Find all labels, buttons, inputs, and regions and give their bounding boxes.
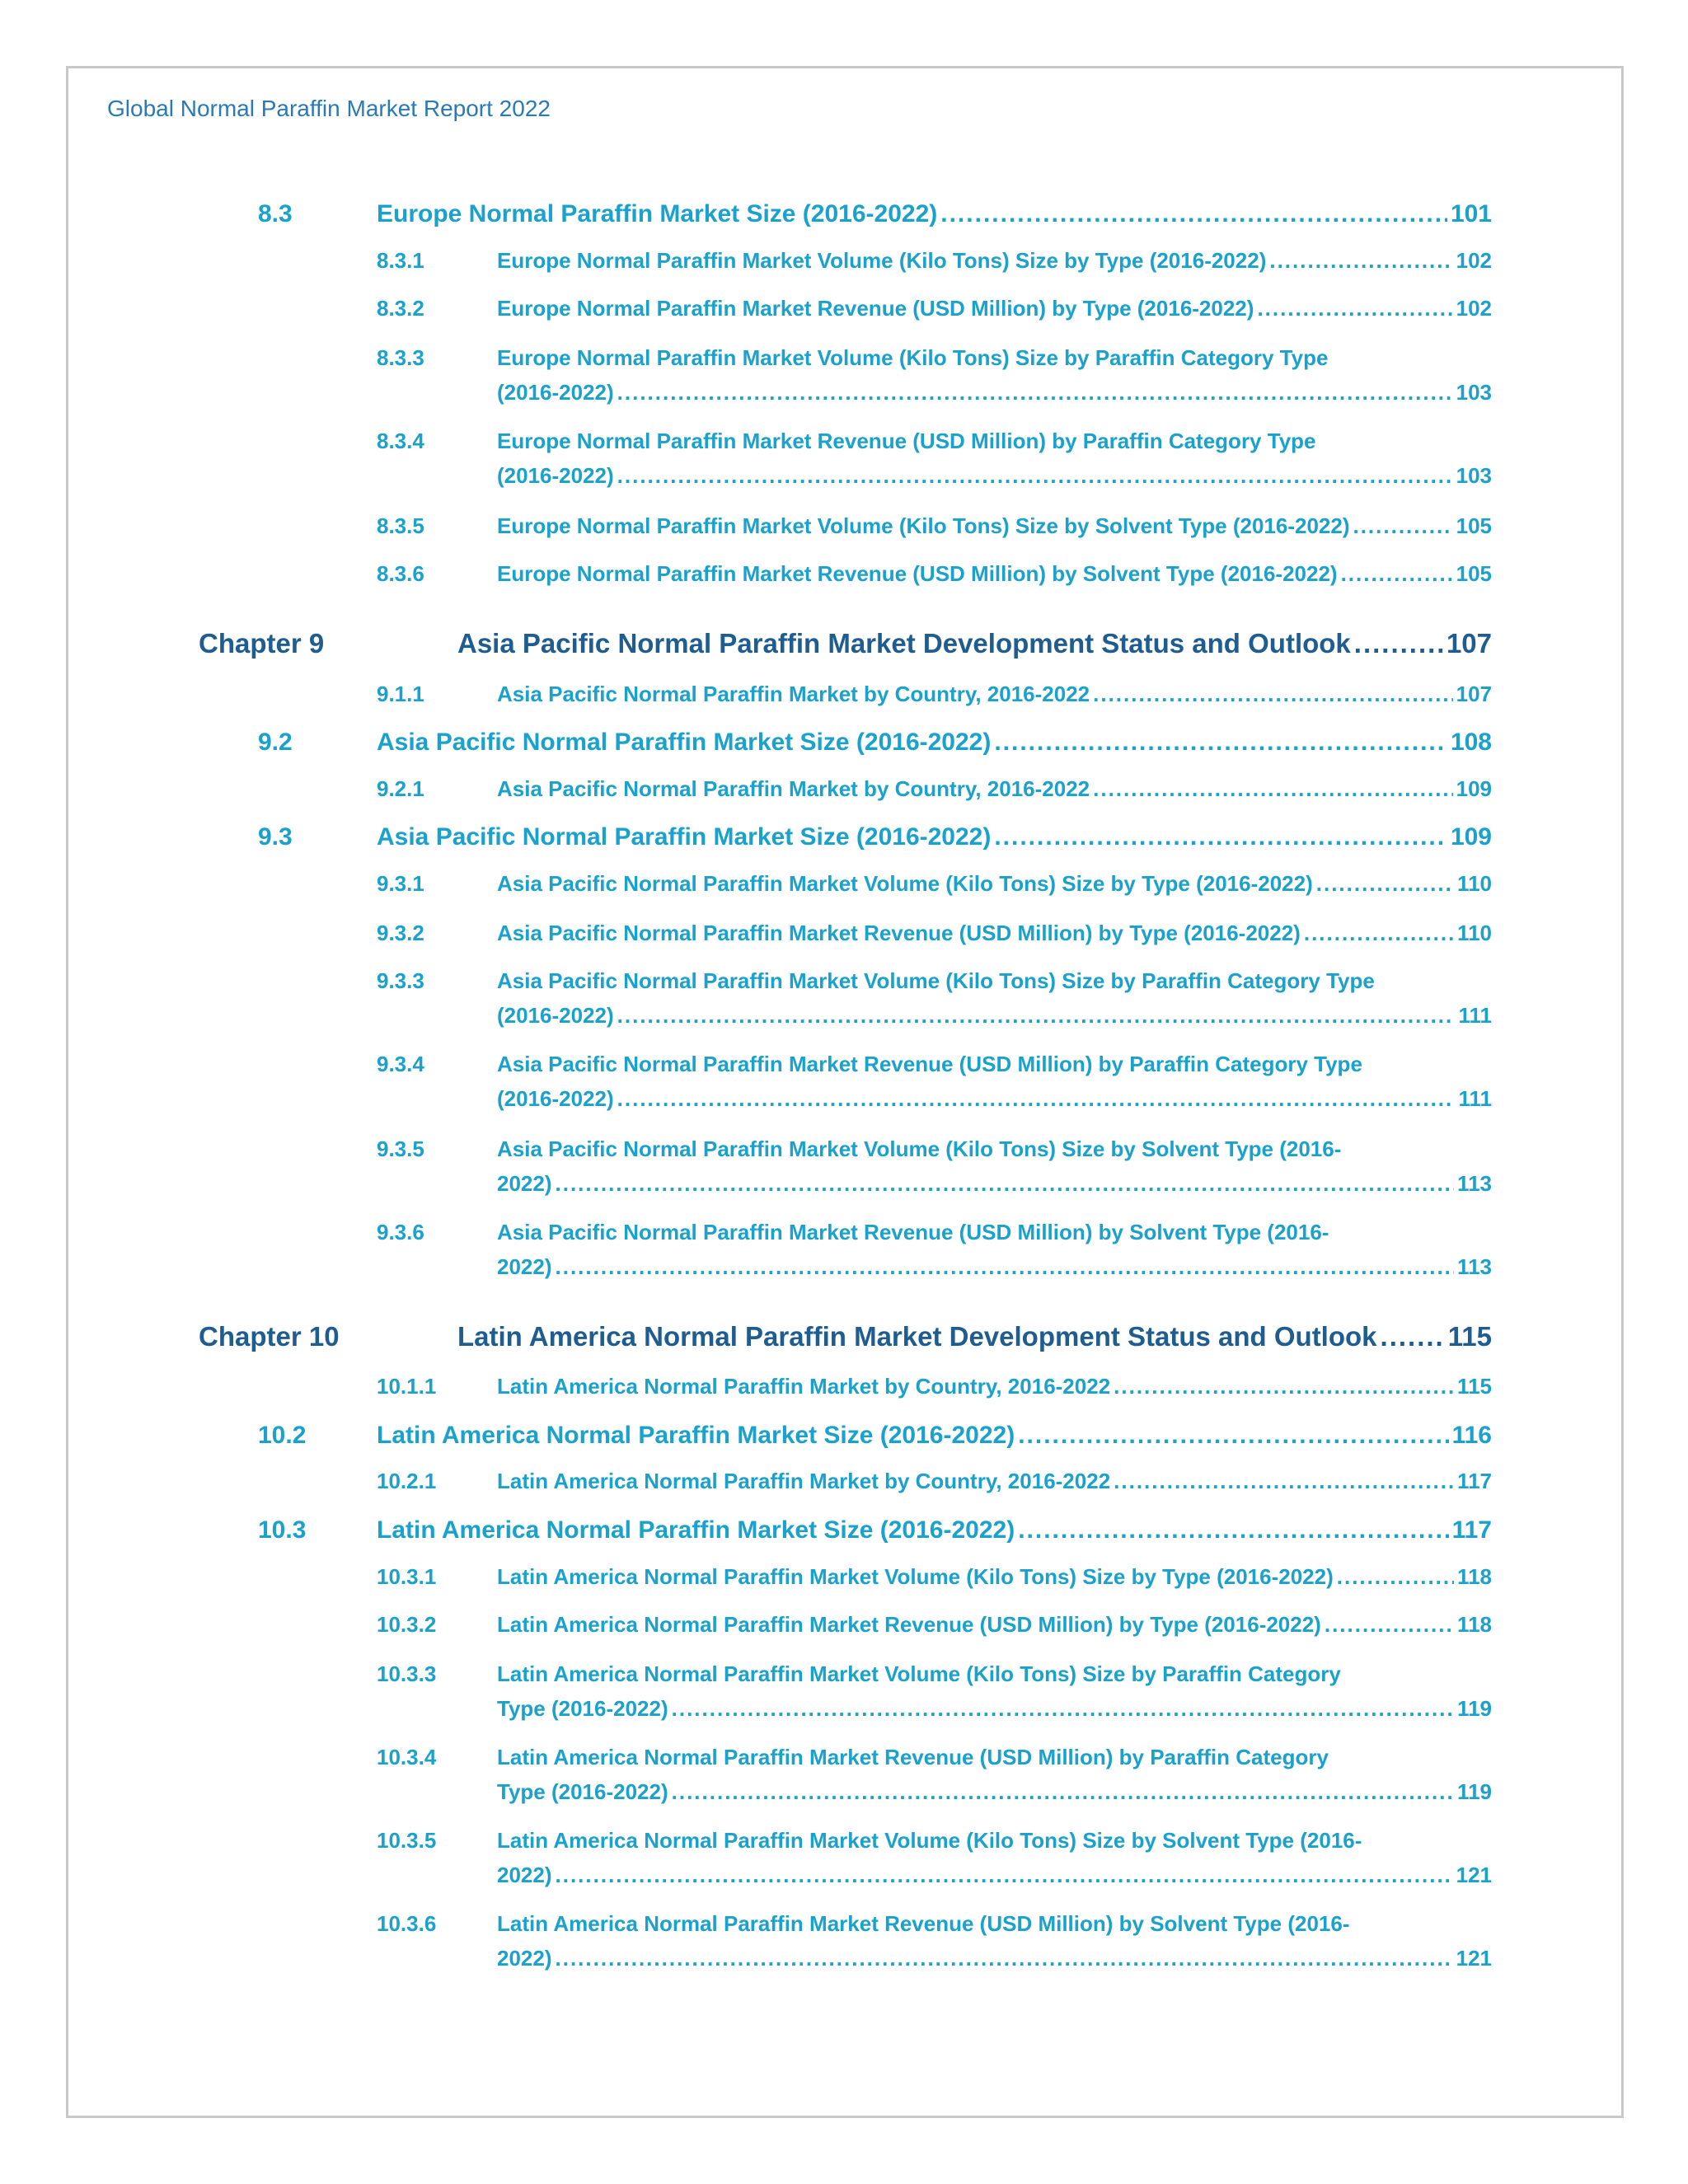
toc-title: Europe Normal Paraffin Market Size (2016-2022) [377, 200, 938, 227]
toc-title: Latin America Normal Paraffin Market Volume (Kilo Tons) Size by Type (2016-2022) [497, 1564, 1334, 1589]
toc-title-line1[interactable]: Asia Pacific Normal Paraffin Market Revenue (USD Million) by Paraffin Category Type [497, 1052, 1362, 1076]
toc-page-number: 121 [1456, 1946, 1492, 1971]
toc-page-number: 117 [1457, 1469, 1492, 1493]
toc-title-line1[interactable]: Europe Normal Paraffin Market Revenue (USD Million) by Paraffin Category Type [497, 429, 1316, 453]
toc-title-line2: 2022) [497, 1171, 552, 1196]
toc-title: Latin America Normal Paraffin Market Revenue (USD Million) by Type (2016-2022) [497, 1612, 1321, 1637]
toc-title: Asia Pacific Normal Paraffin Market by Country, 2016-2022 [497, 682, 1090, 706]
toc-page-number: 102 [1456, 296, 1492, 321]
toc-entry-link[interactable] [497, 1003, 1492, 1029]
toc-entry-link[interactable] [497, 463, 1492, 489]
toc-page-number: 105 [1456, 513, 1492, 538]
toc-entry-link[interactable] [497, 1086, 1492, 1112]
toc-number: 9.2.1 [377, 776, 424, 801]
dot-leader [1257, 296, 1452, 321]
toc-entry-link[interactable] [497, 380, 1492, 405]
toc-number: 8.3 [258, 200, 293, 227]
toc-title: Europe Normal Paraffin Market Volume (Kilo Tons) Size by Type (2016-2022) [497, 248, 1267, 273]
toc-entry-link[interactable] [377, 729, 1492, 757]
toc-title-line2: (2016-2022) [497, 380, 614, 405]
toc-page-number: 101 [1450, 200, 1492, 227]
toc-page-number: 102 [1456, 248, 1492, 273]
toc-page-number: 113 [1457, 1171, 1492, 1196]
dot-leader [556, 1171, 1455, 1197]
toc-title: Latin America Normal Paraffin Market Size (2016-2022) [377, 1422, 1015, 1449]
toc-page-number: 119 [1457, 1779, 1492, 1804]
toc-number: 10.3.2 [377, 1612, 437, 1637]
toc-number: 8.3.1 [377, 248, 424, 273]
toc-entry-link[interactable] [497, 682, 1492, 707]
toc-entry-link[interactable] [377, 1422, 1492, 1450]
toc-number: 10.3 [258, 1516, 307, 1544]
dot-leader [617, 380, 1453, 405]
toc-entry-link[interactable] [497, 1469, 1492, 1494]
toc-page-number: 113 [1457, 1254, 1492, 1279]
toc-number: 9.3.1 [377, 871, 424, 896]
toc-page-number: 108 [1450, 729, 1492, 756]
toc-page-number: 118 [1457, 1564, 1492, 1589]
toc-title-line1[interactable]: Asia Pacific Normal Paraffin Market Revenue (USD Million) by Solvent Type (2016- [497, 1220, 1329, 1244]
toc-entry-link[interactable] [497, 1612, 1492, 1638]
toc-entry-link[interactable] [497, 1564, 1492, 1590]
toc-title-line1[interactable]: Asia Pacific Normal Paraffin Market Volume (Kilo Tons) Size by Paraffin Category Type [497, 968, 1375, 993]
chapter-number: Chapter 9 [199, 628, 325, 658]
toc-entry-link[interactable] [497, 921, 1492, 946]
toc-entry-link[interactable] [497, 248, 1492, 274]
toc-entry-link[interactable] [497, 513, 1492, 539]
toc-title-line1[interactable]: Latin America Normal Paraffin Market Volume (Kilo Tons) Size by Solvent Type (2016- [497, 1828, 1362, 1853]
toc-title-line1[interactable]: Europe Normal Paraffin Market Volume (Kilo Tons) Size by Paraffin Category Type [497, 345, 1329, 370]
dot-leader [1093, 776, 1452, 802]
toc-entry-link[interactable] [497, 871, 1492, 897]
toc-title: Asia Pacific Normal Paraffin Market by Country, 2016-2022 [497, 776, 1090, 801]
toc-chapter-link[interactable] [457, 1321, 1492, 1352]
toc-title-line2: (2016-2022) [497, 1003, 614, 1028]
toc-entry-link[interactable] [497, 1171, 1492, 1197]
toc-number: 10.3.1 [377, 1564, 437, 1589]
toc-chapter-title: Asia Pacific Normal Paraffin Market Development Status and Outlook [457, 628, 1351, 658]
toc-number: 10.1.1 [377, 1374, 437, 1399]
toc-page-number: 107 [1456, 682, 1492, 706]
running-header: Global Normal Paraffin Market Report 2022 [107, 96, 551, 121]
toc-title-line2: Type (2016-2022) [497, 1696, 668, 1721]
toc-page-number: 115 [1447, 1321, 1492, 1352]
dot-leader [1337, 1564, 1454, 1590]
toc-entry-link[interactable] [377, 823, 1492, 851]
toc-page-number: 118 [1457, 1612, 1492, 1637]
dot-leader [672, 1696, 1454, 1722]
toc-title: Asia Pacific Normal Paraffin Market Size (2016-2022) [377, 729, 992, 756]
toc-title: Asia Pacific Normal Paraffin Market Volume (Kilo Tons) Size by Type (2016-2022) [497, 871, 1313, 896]
toc-number: 8.3.5 [377, 513, 424, 538]
dot-leader [1114, 1374, 1454, 1399]
toc-entry-link[interactable] [497, 1946, 1492, 1971]
toc-entry-link[interactable] [497, 1374, 1492, 1399]
toc-page-number: 110 [1457, 871, 1492, 896]
toc-title-line1[interactable]: Latin America Normal Paraffin Market Volume (Kilo Tons) Size by Paraffin Category [497, 1661, 1341, 1686]
toc-page-number: 116 [1451, 1422, 1492, 1449]
toc-entry-link[interactable] [497, 1863, 1492, 1888]
toc-title: Europe Normal Paraffin Market Volume (Kilo Tons) Size by Solvent Type (2016-2022) [497, 513, 1350, 538]
toc-entry-link[interactable] [377, 200, 1492, 228]
toc-title-line2: (2016-2022) [497, 463, 614, 488]
toc-number: 10.3.5 [377, 1828, 437, 1853]
toc-number: 10.3.3 [377, 1661, 437, 1686]
toc-chapter-link[interactable] [457, 628, 1492, 659]
toc-number: 8.3.3 [377, 345, 424, 370]
toc-title-line1[interactable]: Asia Pacific Normal Paraffin Market Volume (Kilo Tons) Size by Solvent Type (2016- [497, 1137, 1342, 1161]
dot-leader [1269, 248, 1452, 274]
toc-title-line2: Type (2016-2022) [497, 1779, 668, 1804]
toc-entry-link[interactable] [497, 1696, 1492, 1722]
toc-entry-link[interactable] [497, 1779, 1492, 1805]
dot-leader [1316, 871, 1454, 897]
toc-title: Latin America Normal Paraffin Market by Country, 2016-2022 [497, 1374, 1111, 1399]
dot-leader [994, 729, 1447, 757]
toc-number: 8.3.2 [377, 296, 424, 321]
toc-title: Europe Normal Paraffin Market Revenue (USD Million) by Solvent Type (2016-2022) [497, 561, 1338, 586]
dot-leader [1353, 513, 1452, 539]
toc-title: Asia Pacific Normal Paraffin Market Revenue (USD Million) by Type (2016-2022) [497, 921, 1301, 945]
toc-page-number: 121 [1456, 1863, 1492, 1887]
toc-title-line2: 2022) [497, 1863, 552, 1887]
dot-leader [994, 823, 1447, 851]
dot-leader [556, 1254, 1455, 1280]
toc-number: 9.3.2 [377, 921, 424, 945]
toc-page-number: 103 [1456, 380, 1492, 405]
toc-title: Europe Normal Paraffin Market Revenue (USD Million) by Type (2016-2022) [497, 296, 1254, 321]
toc-number: 8.3.4 [377, 429, 424, 453]
toc-number: 8.3.6 [377, 561, 424, 586]
dot-leader [617, 1003, 1456, 1029]
toc-page-number: 109 [1456, 776, 1492, 801]
toc-number: 9.3 [258, 823, 293, 851]
dot-leader [1341, 561, 1453, 587]
dot-leader [940, 200, 1447, 228]
toc-entry-link[interactable] [497, 296, 1492, 321]
toc-number: 10.3.6 [377, 1911, 437, 1936]
toc-page-number: 115 [1457, 1374, 1492, 1399]
toc-entry-link[interactable] [377, 1516, 1492, 1544]
toc-page-number: 110 [1457, 921, 1492, 945]
dot-leader [672, 1779, 1454, 1805]
toc-page-number: 111 [1458, 1003, 1492, 1028]
toc-number: 9.3.5 [377, 1137, 424, 1161]
toc-page-number: 117 [1451, 1516, 1492, 1544]
chapter-number: Chapter 10 [199, 1321, 340, 1352]
dot-leader [1114, 1469, 1454, 1494]
toc-title-line1[interactable]: Latin America Normal Paraffin Market Revenue (USD Million) by Solvent Type (2016- [497, 1911, 1350, 1936]
dot-leader [617, 463, 1453, 489]
toc-number: 9.3.3 [377, 968, 424, 993]
toc-title: Latin America Normal Paraffin Market Size (2016-2022) [377, 1516, 1015, 1544]
toc-title-line1[interactable]: Latin America Normal Paraffin Market Revenue (USD Million) by Paraffin Category [497, 1745, 1329, 1769]
toc-page-number: 103 [1456, 463, 1492, 488]
toc-title: Asia Pacific Normal Paraffin Market Size (2016-2022) [377, 823, 992, 851]
toc-number: 10.3.4 [377, 1745, 437, 1769]
dot-leader [1354, 628, 1443, 659]
toc-number: 10.2.1 [377, 1469, 437, 1493]
toc-page-number: 105 [1456, 561, 1492, 586]
dot-leader [1325, 1612, 1454, 1638]
toc-page-number: 119 [1457, 1696, 1492, 1721]
toc-entry-link[interactable] [497, 561, 1492, 587]
toc-number: 9.3.4 [377, 1052, 424, 1076]
dot-leader [1381, 1321, 1445, 1352]
dot-leader [556, 1863, 1453, 1888]
dot-leader [1018, 1516, 1448, 1544]
dot-leader [1304, 921, 1454, 946]
toc-title: Latin America Normal Paraffin Market by Country, 2016-2022 [497, 1469, 1111, 1493]
toc-number: 9.1.1 [377, 682, 424, 706]
toc-number: 9.2 [258, 729, 293, 756]
toc-entry-link[interactable] [497, 776, 1492, 802]
dot-leader [1018, 1422, 1448, 1450]
toc-title-line2: 2022) [497, 1254, 552, 1279]
toc-number: 9.3.6 [377, 1220, 424, 1244]
toc-page-number: 109 [1450, 823, 1492, 851]
toc-number: 10.2 [258, 1422, 307, 1449]
dot-leader [556, 1946, 1453, 1971]
toc-title-line2: 2022) [497, 1946, 552, 1971]
dot-leader [1093, 682, 1452, 707]
toc-entry-link[interactable] [497, 1254, 1492, 1280]
toc-page-number: 111 [1458, 1086, 1492, 1111]
dot-leader [617, 1086, 1456, 1112]
toc-chapter-title: Latin America Normal Paraffin Market Development Status and Outlook [457, 1321, 1377, 1352]
toc-page-number: 107 [1446, 628, 1492, 658]
toc-title-line2: (2016-2022) [497, 1086, 614, 1111]
